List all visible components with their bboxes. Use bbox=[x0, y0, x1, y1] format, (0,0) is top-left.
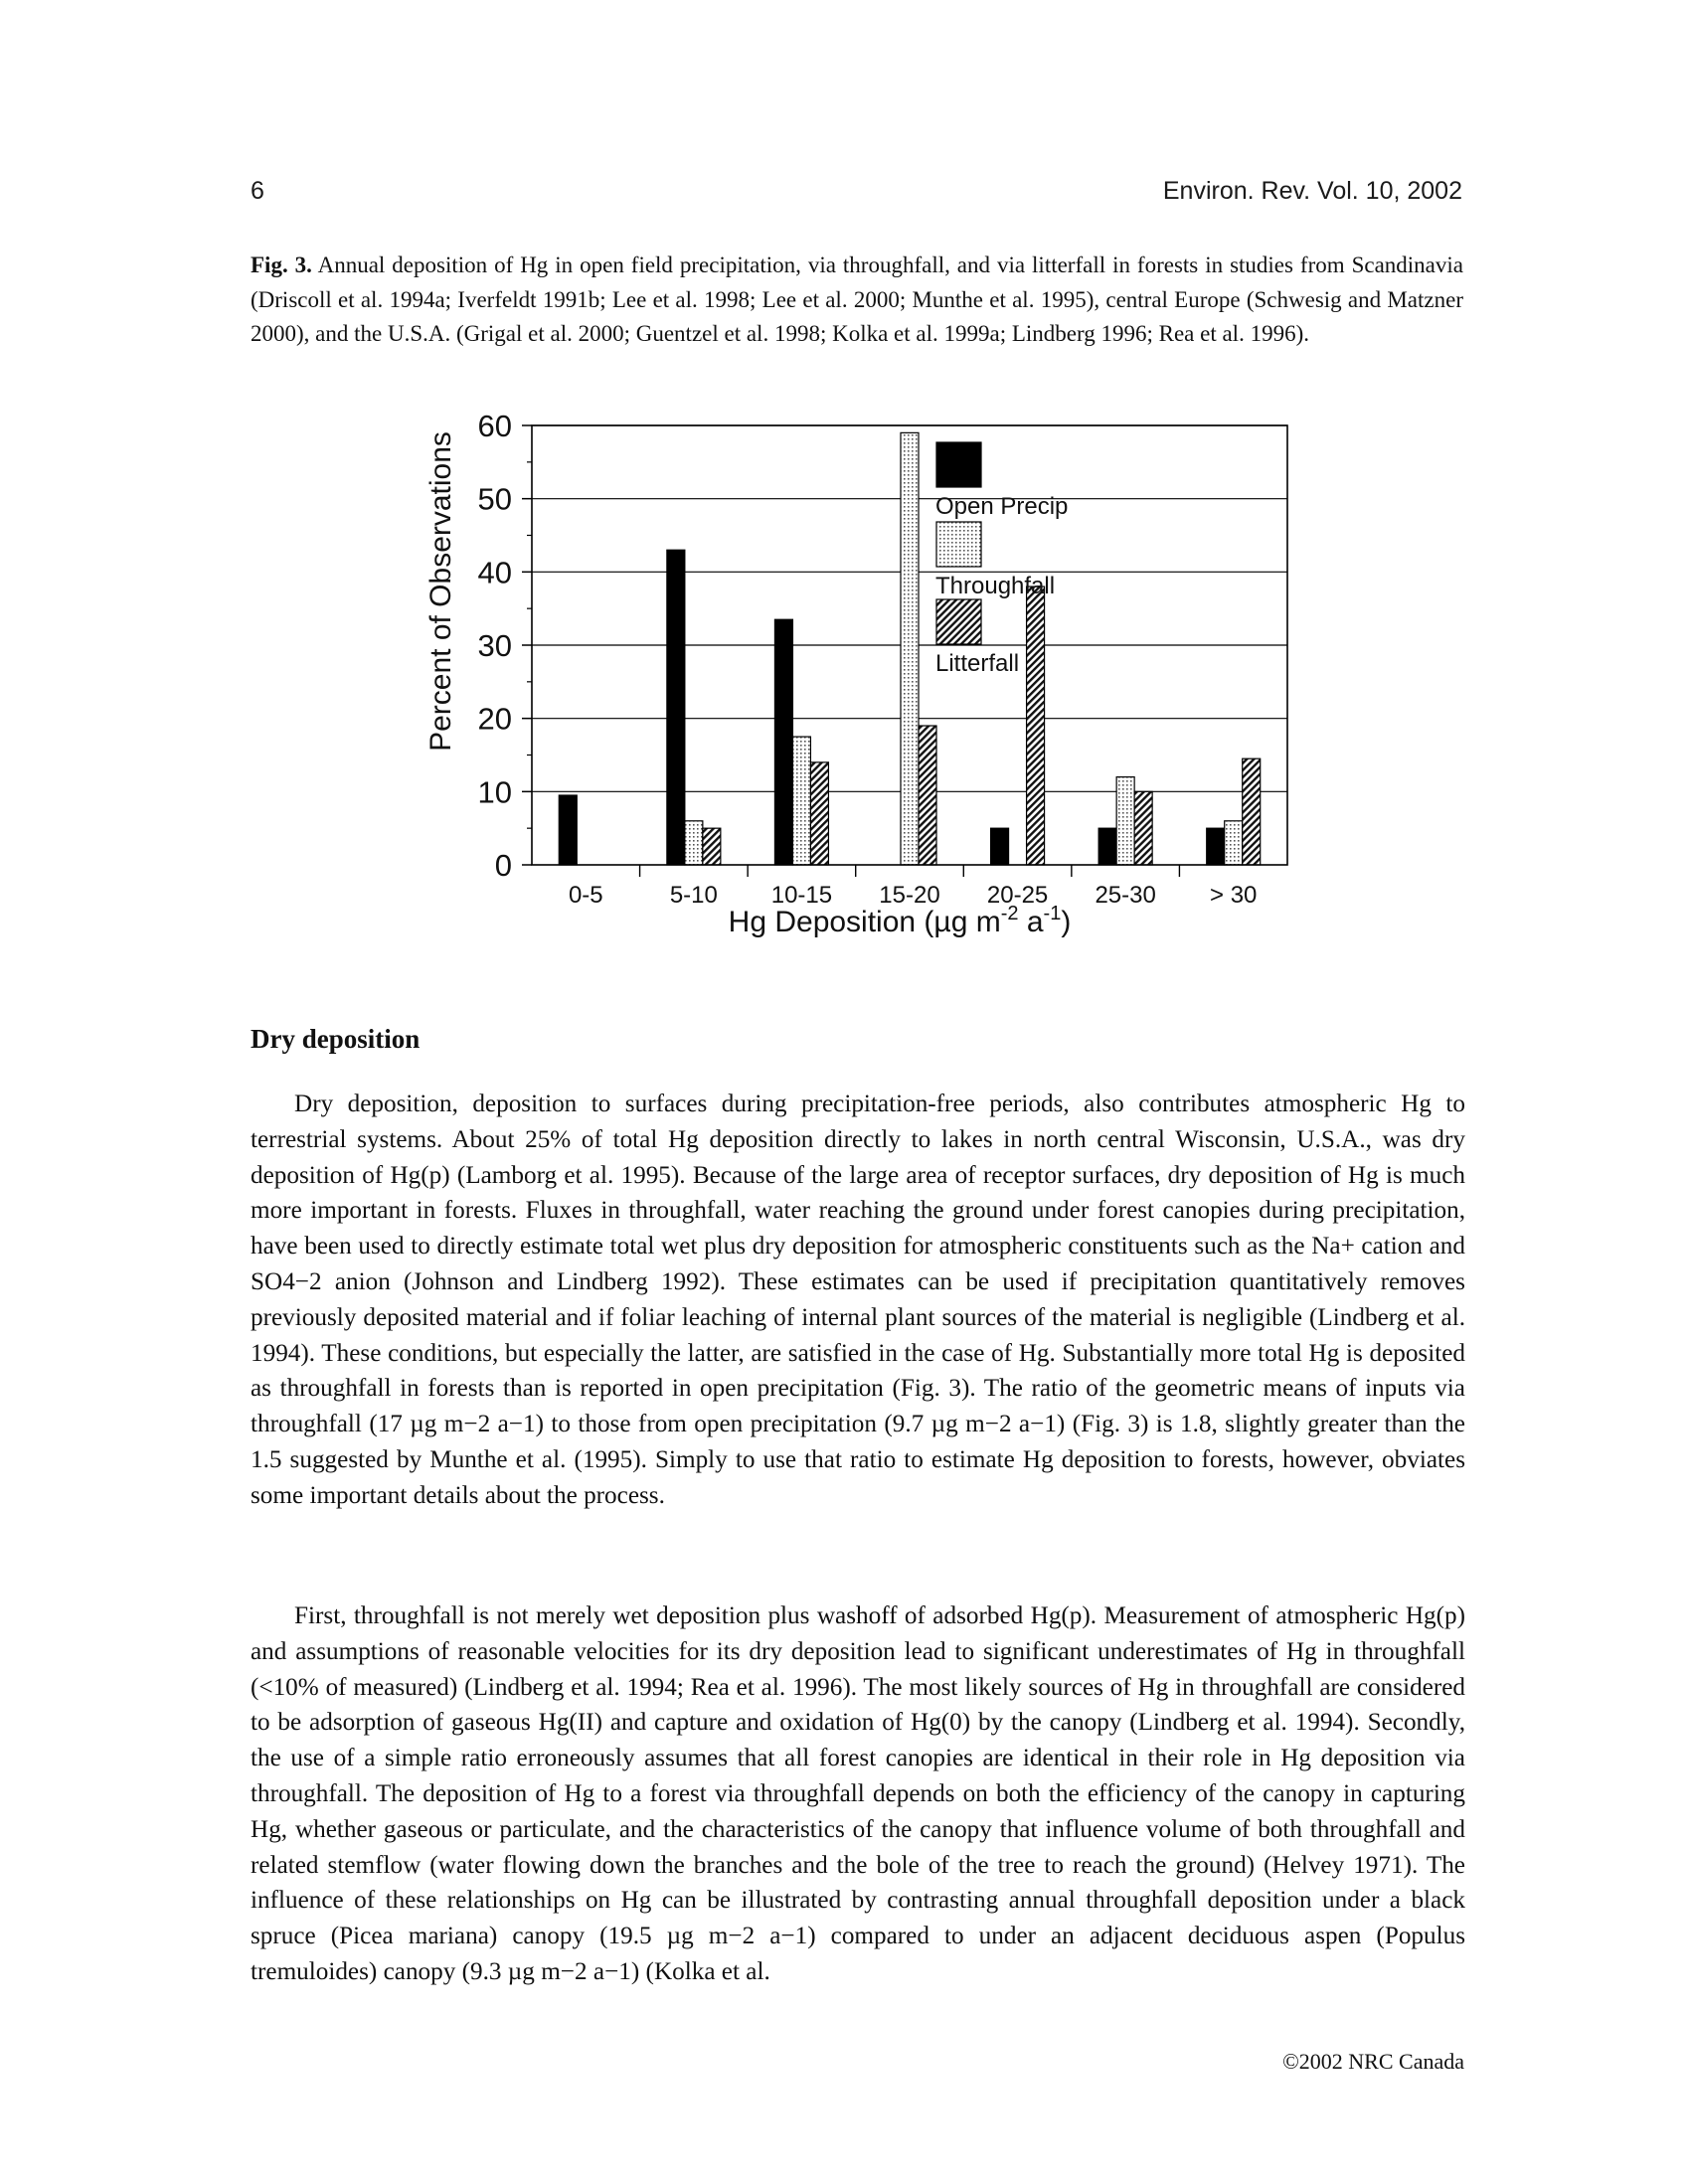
bar-hatched bbox=[1243, 758, 1261, 865]
figure-caption bbox=[251, 249, 1463, 352]
legend-label: Open Precip bbox=[935, 493, 1069, 520]
y-tick-label: 0 bbox=[494, 848, 512, 883]
axes bbox=[478, 409, 1287, 909]
x-tick-label: 15-20 bbox=[879, 882, 940, 909]
x-tick-label: 5-10 bbox=[669, 882, 718, 909]
x-axis-title: Hg Deposition (µg $m^{-2}$ $a^{-1}$) bbox=[728, 903, 1072, 938]
y-tick-label: 40 bbox=[477, 555, 512, 590]
paragraph-1-text: Dry deposition, deposition to surfaces during precipitation-free periods, also contributes atmospheric Hg to terrestrial systems. About 25% of total Hg deposition directly to lakes in north central Wisconsin, U.S.A., was dry deposition of Hg(p) (Lamborg et al. 1995). Because of the large area of receptor surfaces, dry deposition of Hg is much more important in forests. Fluxes in throughfall, water reaching the ground under forest canopies during precipitation, have been used to directly estimate total wet plus dry deposition for atmospheric constituents such as the Na+ cation and SO4−2 anion (Johnson and Lindberg 1992). These estimates can be used if precipitation quantitatively removes previously deposited material and if foliar leaching of internal plant sources of the material is negligible (Lindberg et al. 1994). These conditions, but especially the latter, are satisfied in the case of Hg. Substantially more total Hg is deposited as throughfall in forests than is reported in open precipitation (Fig. 3). The ratio of the geometric means of inputs via throughfall (17 µg m−2 a−1) to those from open precipitation (9.7 µg m−2 a−1) (Fig. 3) is 1.8, slightly greater than the 1.5 suggested by Munthe et al. (1995). Simply to use that ratio to estimate Hg deposition to forests, however, obviates some important details about the process. bbox=[251, 1091, 1465, 1509]
legend-swatch-dotted bbox=[936, 522, 981, 567]
x-tick-label: 0-5 bbox=[568, 882, 603, 909]
bar-dotted bbox=[1225, 821, 1243, 865]
y-tick-label: 10 bbox=[477, 774, 512, 810]
bar-hatched bbox=[1027, 587, 1045, 865]
legend-label: Litterfall bbox=[935, 650, 1020, 677]
paragraph-1 bbox=[251, 1087, 1465, 1514]
section-heading: Dry deposition bbox=[251, 1024, 421, 1054]
bar-hatched bbox=[1134, 791, 1152, 865]
copyright-footer: ©2002 NRC Canada bbox=[1282, 2049, 1464, 2074]
bar-solid bbox=[1098, 828, 1116, 865]
journal-reference: Environ. Rev. Vol. 10, 2002 bbox=[1162, 177, 1462, 205]
paragraph-2-text: First, throughfall is not merely wet deposition plus washoff of adsorbed Hg(p). Measurement of atmospheric Hg(p) and assumptions of reasonable velocities for its dry deposition lead to significant underestimates of Hg in throughfall (<10% of measured) (Lindberg et al. 1994; Rea et al. 1996). The most likely sources of Hg in throughfall are considered to be adsorption of gaseous Hg(II) and capture and oxidation of Hg(0) by the canopy (Lindberg et al. 1994). Secondly, the use of a simple ratio erroneously assumes that all forest canopies are identical in their role in Hg deposition via throughfall. The deposition of Hg to a forest via throughfall depends on both the efficiency of the canopy in capturing Hg, whether gaseous or particulate, and the characteristics of the canopy that influence volume of both throughfall and related stemflow (water flowing down the branches and the bole of the tree to reach the ground) (Helvey 1971). The influence of these relationships on Hg can be illustrated by contrasting annual throughfall deposition under a black spruce (Picea mariana) canopy (19.5 µg m−2 a−1) compared to under an adjacent deciduous aspen (Populus tremuloides) canopy (9.3 µg m−2 a−1) (Kolka et al. bbox=[251, 1602, 1465, 1985]
bars bbox=[559, 432, 1260, 865]
x-tick-label: 20-25 bbox=[986, 882, 1049, 909]
bar-hatched bbox=[810, 762, 828, 865]
y-tick-label: 60 bbox=[477, 409, 512, 443]
bar-dotted bbox=[901, 432, 919, 865]
bar-dotted bbox=[1116, 777, 1134, 865]
x-tick-label: > 30 bbox=[1210, 882, 1258, 909]
page-number: 6 bbox=[251, 177, 264, 205]
bar-solid bbox=[991, 828, 1009, 865]
bar-hatched bbox=[919, 726, 936, 865]
y-tick-label: 50 bbox=[477, 481, 512, 517]
legend-swatch-hatched bbox=[936, 599, 981, 644]
bar-chart bbox=[398, 398, 1312, 964]
bar-solid bbox=[774, 619, 792, 865]
bar-dotted bbox=[685, 821, 703, 865]
legend bbox=[935, 442, 1068, 677]
figure-caption-text: Annual deposition of Hg in open field precipitation, via throughfall, and via litterfall in forests in studies from Scandinavia (Driscoll et al. 1994a; Iverfeldt 1991b; Lee et al. 1998; Lee et al. 2000; Munthe et al. 1995), central Europe (Schwesig and Matzner 2000), and the U.S.A. (Grigal et al. 2000; Guentzel et al. 1998; Kolka et al. 1999a; Lindberg 1996; Rea et al. 1996). bbox=[251, 252, 1463, 346]
figure-caption-label: Fig. 3. bbox=[251, 252, 312, 277]
x-tick-label: 25-30 bbox=[1095, 882, 1156, 909]
legend-label: Throughfall bbox=[935, 573, 1056, 599]
y-axis-title: Percent of Observations bbox=[424, 431, 457, 752]
x-tick-label: 10-15 bbox=[770, 882, 833, 909]
y-tick-label: 20 bbox=[477, 701, 512, 737]
bar-solid bbox=[559, 795, 577, 865]
bar-dotted bbox=[792, 737, 810, 865]
legend-swatch-solid bbox=[936, 442, 981, 487]
paragraph-2 bbox=[251, 1598, 1465, 1990]
bar-solid bbox=[1207, 828, 1225, 865]
bar-solid bbox=[667, 550, 685, 865]
bar-hatched bbox=[703, 828, 721, 865]
y-tick-label: 30 bbox=[477, 628, 512, 663]
